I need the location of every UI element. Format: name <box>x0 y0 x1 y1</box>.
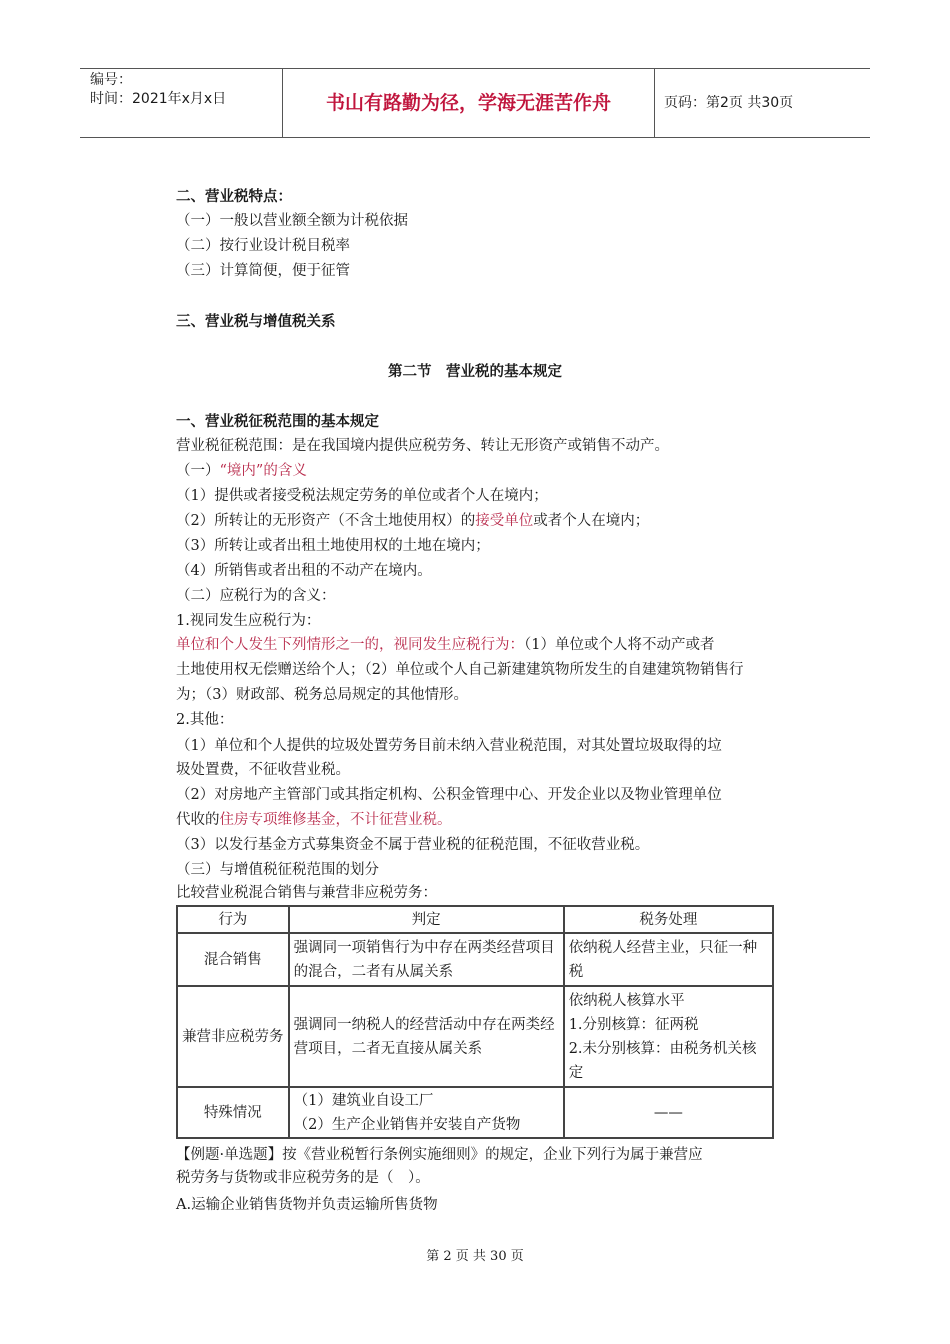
paragraph-line: 土地使用权无偿赠送给个人；（2）单位或个人自己新建建筑物所发生的自建建筑物销售行 <box>176 662 744 678</box>
cell-line: 1.分别核算：征两税 <box>568 1016 699 1033</box>
table-cell: —— <box>564 1087 773 1138</box>
list-item <box>176 511 649 531</box>
list-item: （1）提供或者接受税法规定劳务的单位或者个人在境内； <box>176 488 548 504</box>
table-row <box>177 1087 773 1138</box>
highlight-text: 接受单位 <box>475 513 534 529</box>
header-motto: 书山有路勤为径，学海无涯苦作舟 <box>283 69 655 137</box>
header-meta <box>80 69 283 137</box>
section-title: 三、营业税与增值税关系 <box>176 314 336 330</box>
paragraph: 比较营业税混合销售与兼营非应税劳务： <box>176 885 437 901</box>
example-option: A.运输企业销售货物并负责运输所售货物 <box>176 1197 438 1213</box>
subsection-prefix: （一） <box>176 463 220 479</box>
point-title: 2.其他： <box>176 712 234 728</box>
table-cell: 依纳税人经营主业，只征一种税 <box>564 933 773 986</box>
subsection-title <box>176 461 307 481</box>
paragraph-line <box>176 810 452 830</box>
table-cell: 强调同一项销售行为中存在两类经营项目的混合，二者有从属关系 <box>289 933 564 986</box>
comparison-table <box>176 905 774 1139</box>
highlight-text: 住房专项维修基金，不计征营业税。 <box>219 812 452 828</box>
paragraph <box>176 635 714 655</box>
code-label: 编号： <box>90 72 132 88</box>
chapter-title: 第二节 营业税的基本规定 <box>388 364 562 380</box>
list-item: （二）按行业设计税目税率 <box>176 238 350 254</box>
list-item: （一）一般以营业额全额为计税依据 <box>176 213 408 229</box>
page-footer: 第 2 页 共 30 页 <box>426 1249 524 1264</box>
example-question: 税劳务与货物或非应税劳务的是（ ）。 <box>176 1170 430 1186</box>
table-cell: 兼营非应税劳务 <box>177 986 289 1087</box>
paragraph-line: 为；（3）财政部、税务总局规定的其他情形。 <box>176 687 468 703</box>
table-cell: 混合销售 <box>177 933 289 986</box>
table-header: 税务处理 <box>564 906 773 933</box>
point-title: 1.视同发生应税行为： <box>176 613 321 629</box>
text-segment: 代收的 <box>176 812 220 828</box>
paragraph: 营业税征税范围：是在我国境内提供应税劳务、转让无形资产或销售不动产。 <box>176 438 669 454</box>
table-header: 判定 <box>289 906 564 933</box>
example-question: 【例题·单选题】按《营业税暂行条例实施细则》的规定，企业下列行为属于兼营应 <box>176 1147 703 1163</box>
subsection-title: （二）应税行为的含义： <box>176 588 336 604</box>
cell-line: （2）生产企业销售并安装自产货物 <box>293 1116 521 1133</box>
list-item: （三）计算简便，便于征管 <box>176 263 350 279</box>
text-segment: （2）所转让的无形资产（不含土地使用权）的 <box>176 513 476 529</box>
table-cell: 强调同一纳税人的经营活动中存在两类经营项目，二者无直接从属关系 <box>289 986 564 1087</box>
text-segment: （1）单位或个人将不动产或者 <box>524 637 715 653</box>
text-segment: 或者个人在境内； <box>533 513 650 529</box>
paragraph-line: （1）单位和个人提供的垃圾处置劳务目前未纳入营业税范围，对其处置垃圾取得的垃 <box>176 738 722 754</box>
highlight-text: 单位和个人发生下列情形之一的，视同发生应税行为： <box>176 637 524 653</box>
header-page-info: 页码：第2页 共30页 <box>664 95 794 111</box>
table-cell <box>564 986 773 1087</box>
date-label: 时间：2021年x月x日 <box>90 91 227 107</box>
cell-line: （1）建筑业自设工厂 <box>293 1092 434 1109</box>
paragraph-line: （2）对房地产主管部门或其指定机构、公积金管理中心、开发企业以及物业管理单位 <box>176 787 722 803</box>
list-item: （4）所销售或者出租的不动产在境内。 <box>176 563 432 579</box>
table-row <box>177 986 773 1087</box>
table-row <box>177 933 773 986</box>
table-header: 行为 <box>177 906 289 933</box>
page-header <box>80 68 870 138</box>
highlight-text: “境内”的含义 <box>219 463 307 479</box>
section-title: 一、营业税征税范围的基本规定 <box>176 414 379 430</box>
table-cell: 特殊情况 <box>177 1087 289 1138</box>
list-item: （3）所转让或者出租土地使用权的土地在境内； <box>176 538 490 554</box>
paragraph-line: 圾处置费，不征收营业税。 <box>176 762 350 778</box>
table-cell <box>289 1087 564 1138</box>
section-title: 二、营业税特点： <box>176 189 292 205</box>
subsection-title: （三）与增值税征税范围的划分 <box>176 862 379 878</box>
cell-line: 2.未分别核算：由税务机关核定 <box>568 1040 757 1081</box>
paragraph-line: （3）以发行基金方式募集资金不属于营业税的征税范围，不征收营业税。 <box>176 837 650 853</box>
cell-line: 依纳税人核算水平 <box>568 992 685 1009</box>
table-header-row <box>177 906 773 933</box>
